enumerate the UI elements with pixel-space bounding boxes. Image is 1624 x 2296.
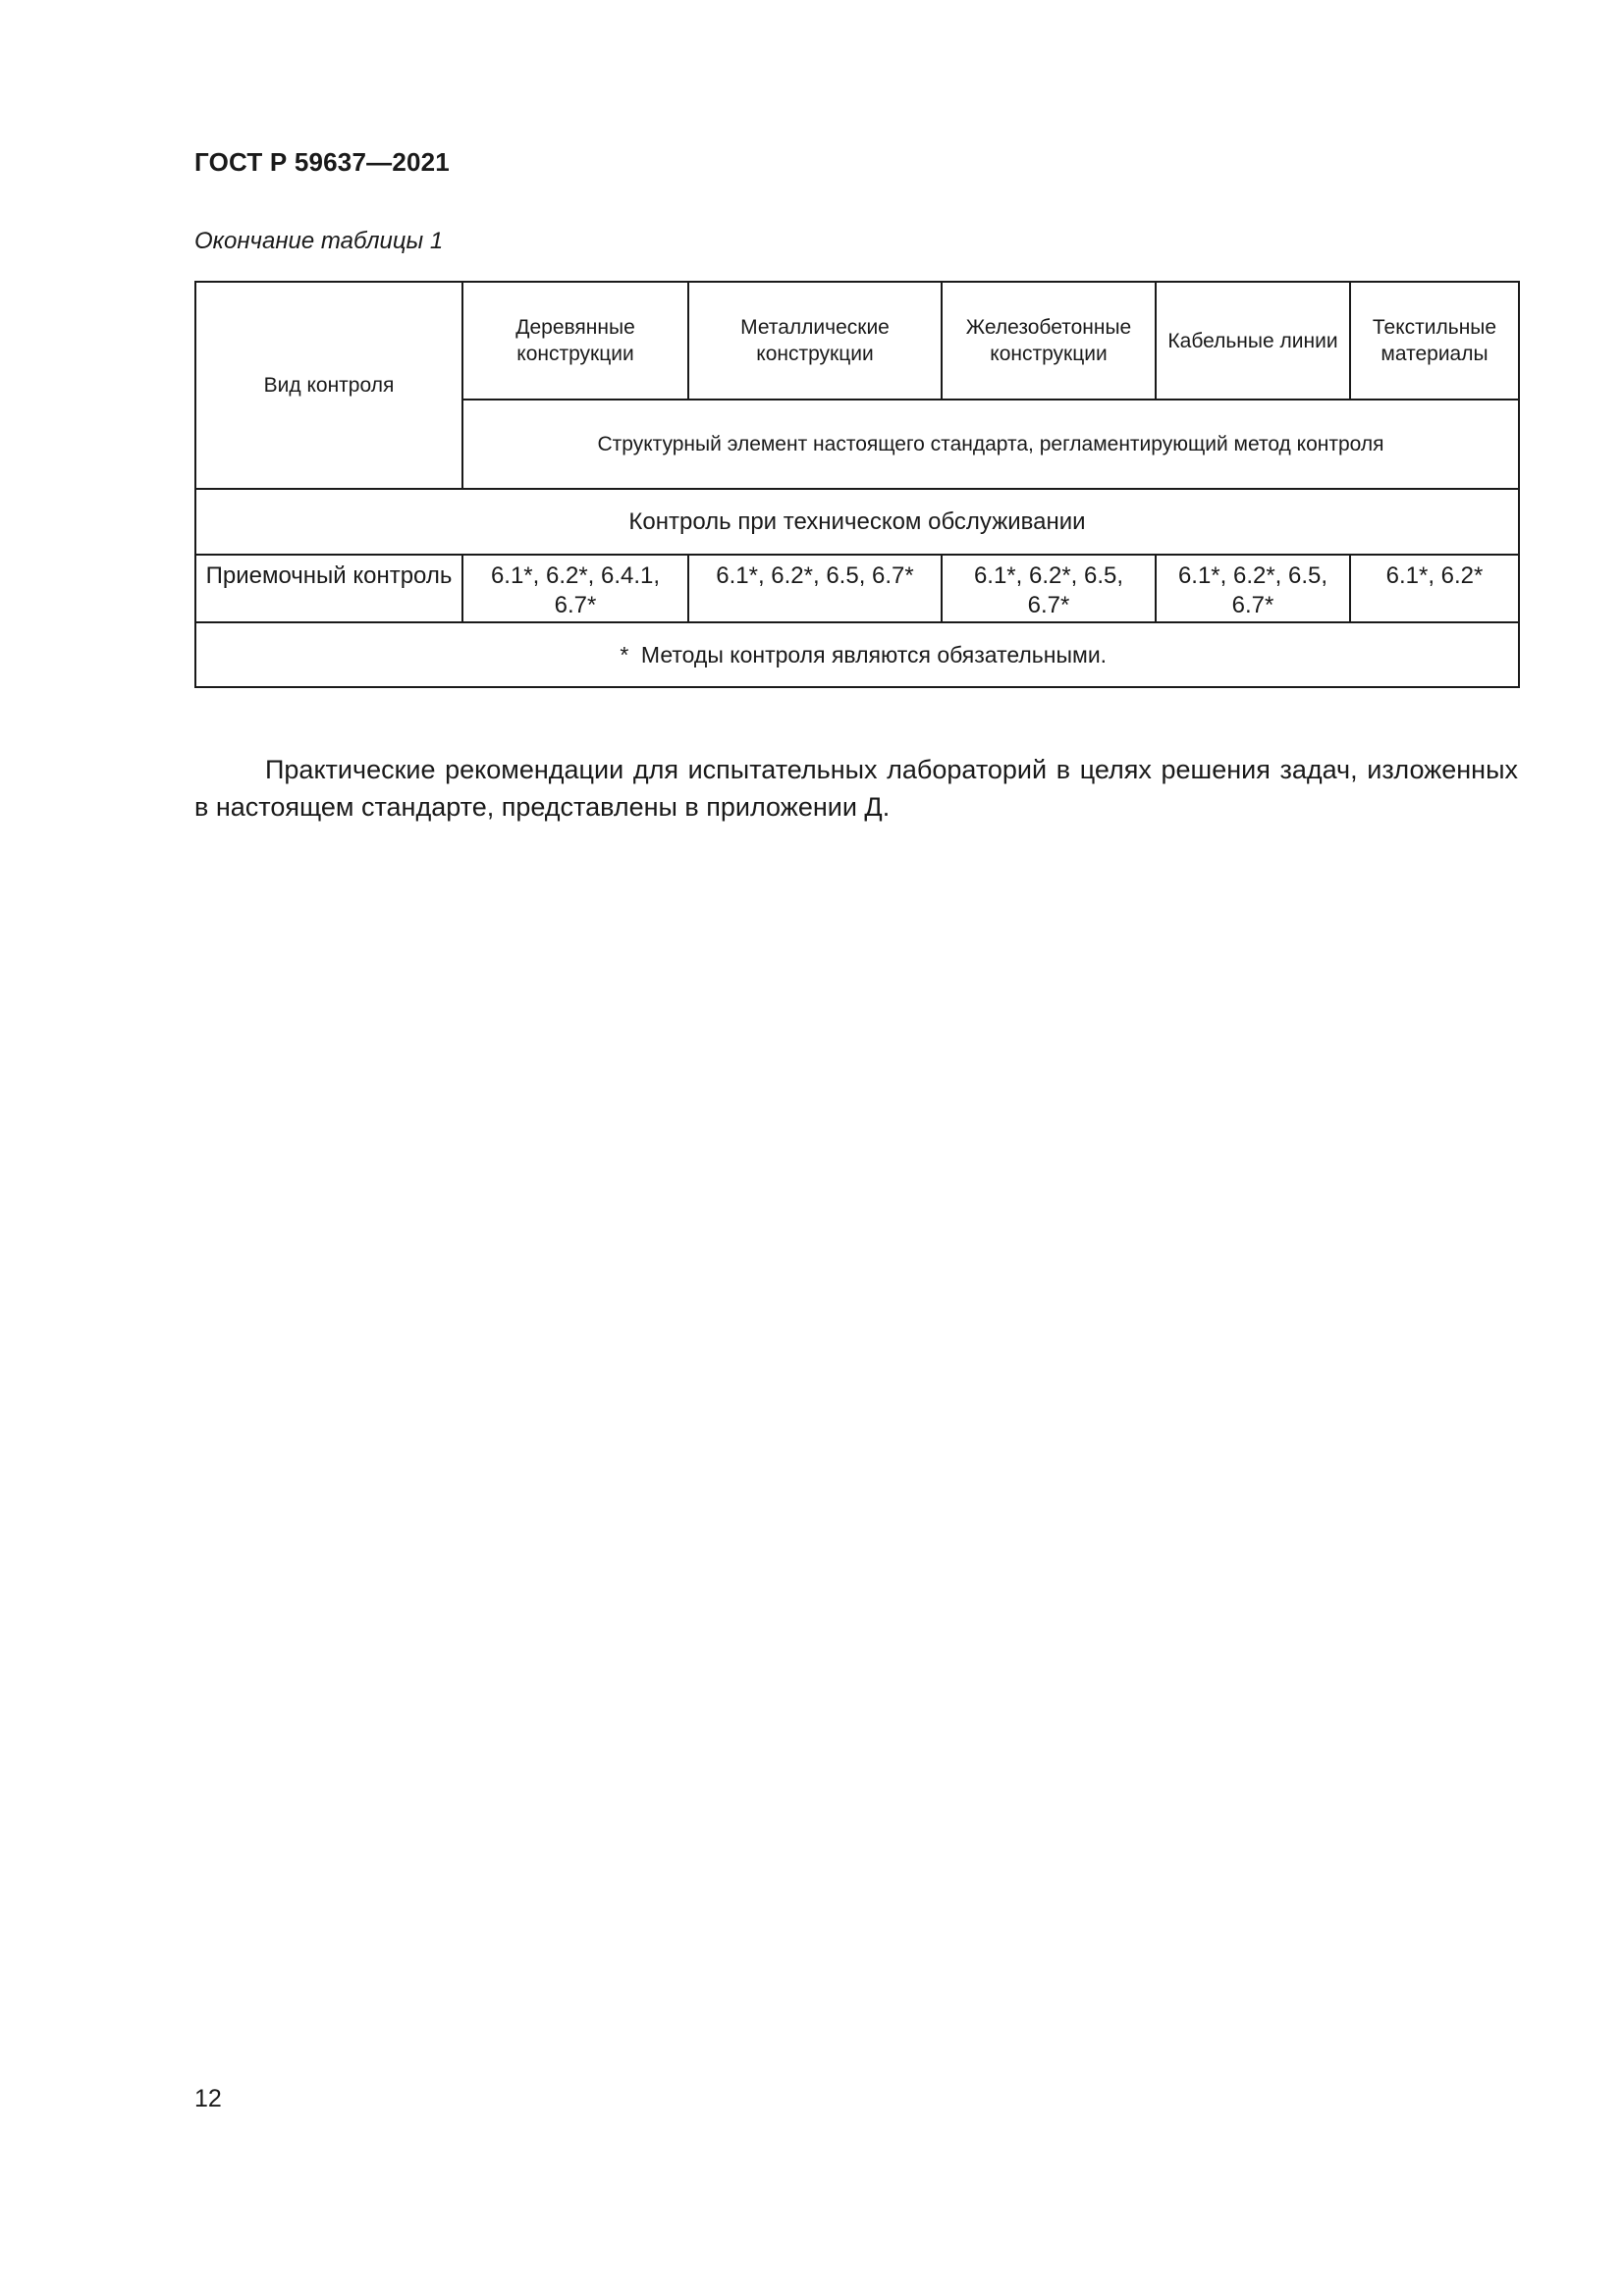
column-header-concrete: Железобетонные конструкции bbox=[942, 282, 1156, 400]
table-cell: 6.1*, 6.2*, 6.4.1, 6.7* bbox=[462, 555, 688, 622]
row-header-cell: Вид контроля bbox=[195, 282, 462, 489]
table-cell: 6.1*, 6.2*, 6.5, 6.7* bbox=[1156, 555, 1350, 622]
subheader-cell: Структурный элемент настоящего стандарта, регламентирующий метод контроля bbox=[462, 400, 1519, 489]
column-header-metal: Металлические конструкции bbox=[688, 282, 942, 400]
table-row bbox=[195, 555, 1519, 622]
section-row bbox=[195, 489, 1519, 555]
row-label-cell: Приемочный контроль bbox=[195, 555, 462, 622]
column-header-textiles: Текстильные материалы bbox=[1350, 282, 1519, 400]
table-cell: 6.1*, 6.2* bbox=[1350, 555, 1519, 622]
table-cell: 6.1*, 6.2*, 6.5, 6.7* bbox=[942, 555, 1156, 622]
footnote-mark: * bbox=[620, 641, 629, 667]
document-code: ГОСТ Р 59637—2021 bbox=[194, 147, 450, 177]
body-paragraph: Практические рекомендации для испытательных лабораторий в целях решения задач, изложенных в настоящем стандарте, представлены в приложении Д. bbox=[194, 755, 1518, 822]
footnote-row bbox=[195, 622, 1519, 687]
footnote-text: Методы контроля являются обязательными. bbox=[640, 641, 1108, 667]
column-header-wood: Деревянные конструкции bbox=[462, 282, 688, 400]
table-cell: 6.1*, 6.2*, 6.5, 6.7* bbox=[688, 555, 942, 622]
control-methods-table bbox=[194, 281, 1520, 688]
column-header-cables: Кабельные линии bbox=[1156, 282, 1350, 400]
page-number: 12 bbox=[194, 2085, 222, 2112]
table-caption: Окончание таблицы 1 bbox=[194, 228, 444, 254]
footnote-cell bbox=[195, 622, 1519, 687]
table-header-row bbox=[195, 282, 1519, 400]
section-title-cell: Контроль при техническом обслуживании bbox=[195, 489, 1519, 555]
